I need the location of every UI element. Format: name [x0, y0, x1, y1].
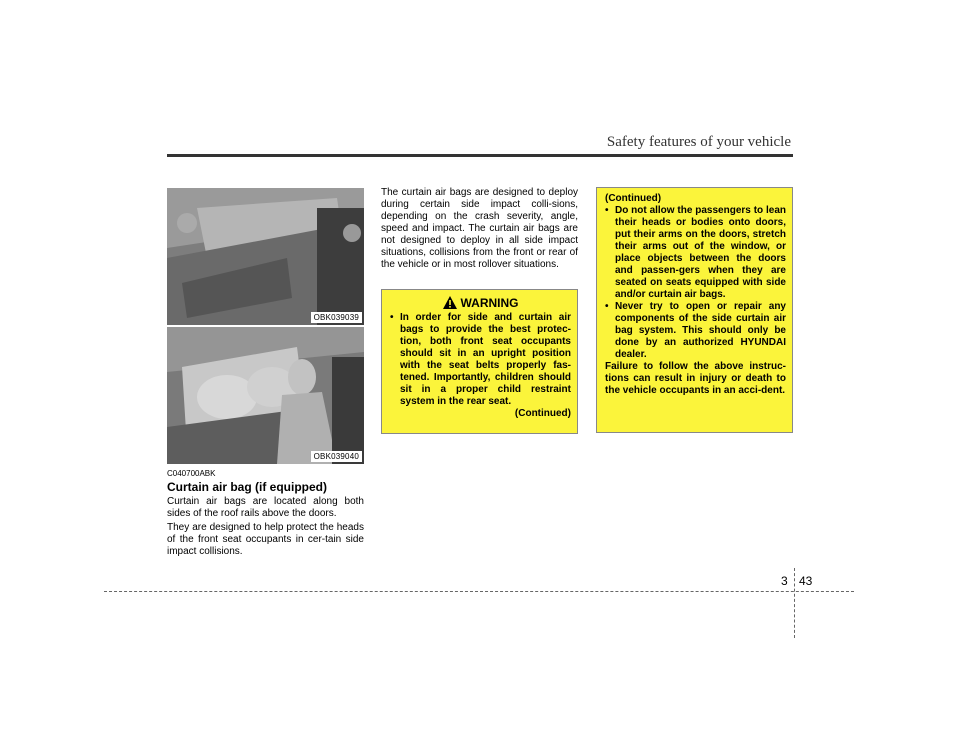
warning-icon	[443, 296, 457, 309]
footer-rule	[104, 591, 854, 592]
figure-label: OBK039040	[311, 451, 362, 462]
door-interior-illustration	[167, 188, 364, 325]
page-number: 43	[799, 574, 813, 588]
section-title: Safety features of your vehicle	[606, 134, 791, 150]
warning-text: Never try to open or repair any components of the side curtain air bag system. This should only be done by an authorized HYUNDAI dealer.	[615, 301, 786, 360]
warning-box	[381, 289, 578, 434]
header-rule	[167, 154, 793, 157]
section-code: C040700ABK	[167, 469, 216, 478]
bullet-dot: •	[390, 312, 394, 323]
curtain-airbag-photo	[167, 327, 364, 464]
warning-bullet	[605, 205, 786, 301]
continued-warning-box	[596, 187, 793, 433]
page-divider	[794, 568, 795, 638]
chapter-number: 3	[781, 574, 788, 588]
continued-label: (Continued)	[605, 193, 662, 204]
warning-header	[390, 296, 571, 309]
continued-label: (Continued)	[514, 408, 571, 419]
bullet-dot: •	[605, 205, 609, 216]
warning-bullet	[605, 301, 786, 361]
door-interior-photo	[167, 188, 364, 325]
warning-text: In order for side and curtain air bags to provide the best protec-tion, both front seat occupants should sit in an upright position with the seat belts properly fas-tened. Importantly, children should sit in a proper child restraint system in the rear seat.	[400, 312, 571, 407]
body-paragraph: The curtain air bags are designed to deploy during certain side impact colli-sions, depending on the crash severity, angle, speed and impact. The curtain air bags are not designed to deploy in all side impact situations, collisions from the front or rear of the vehicle or in most rollover situations.	[381, 187, 578, 270]
section-heading: Curtain air bag (if equipped)	[167, 480, 328, 494]
warning-footer-text: Failure to follow the above instruc-tions can result in injury or death to the vehicle occupants in an acci-dent.	[605, 361, 786, 396]
curtain-airbag-illustration	[167, 327, 364, 464]
bullet-dot: •	[605, 301, 609, 312]
figure-label: OBK039039	[311, 312, 362, 323]
warning-bullet	[390, 312, 571, 408]
warning-title: WARNING	[460, 295, 519, 310]
warning-text: Do not allow the passengers to lean their heads or bodies onto doors, put their arms on the doors, stretch their arms out of the window, or place objects between the doors and passen-gers when they are seated on seats equipped with side and/or curtain air bags.	[615, 205, 786, 300]
body-paragraph: They are designed to help protect the heads of the front seat occupants in cer-tain side impact collisions.	[167, 522, 364, 557]
body-paragraph: Curtain air bags are located along both sides of the roof rails above the doors.	[167, 496, 364, 519]
